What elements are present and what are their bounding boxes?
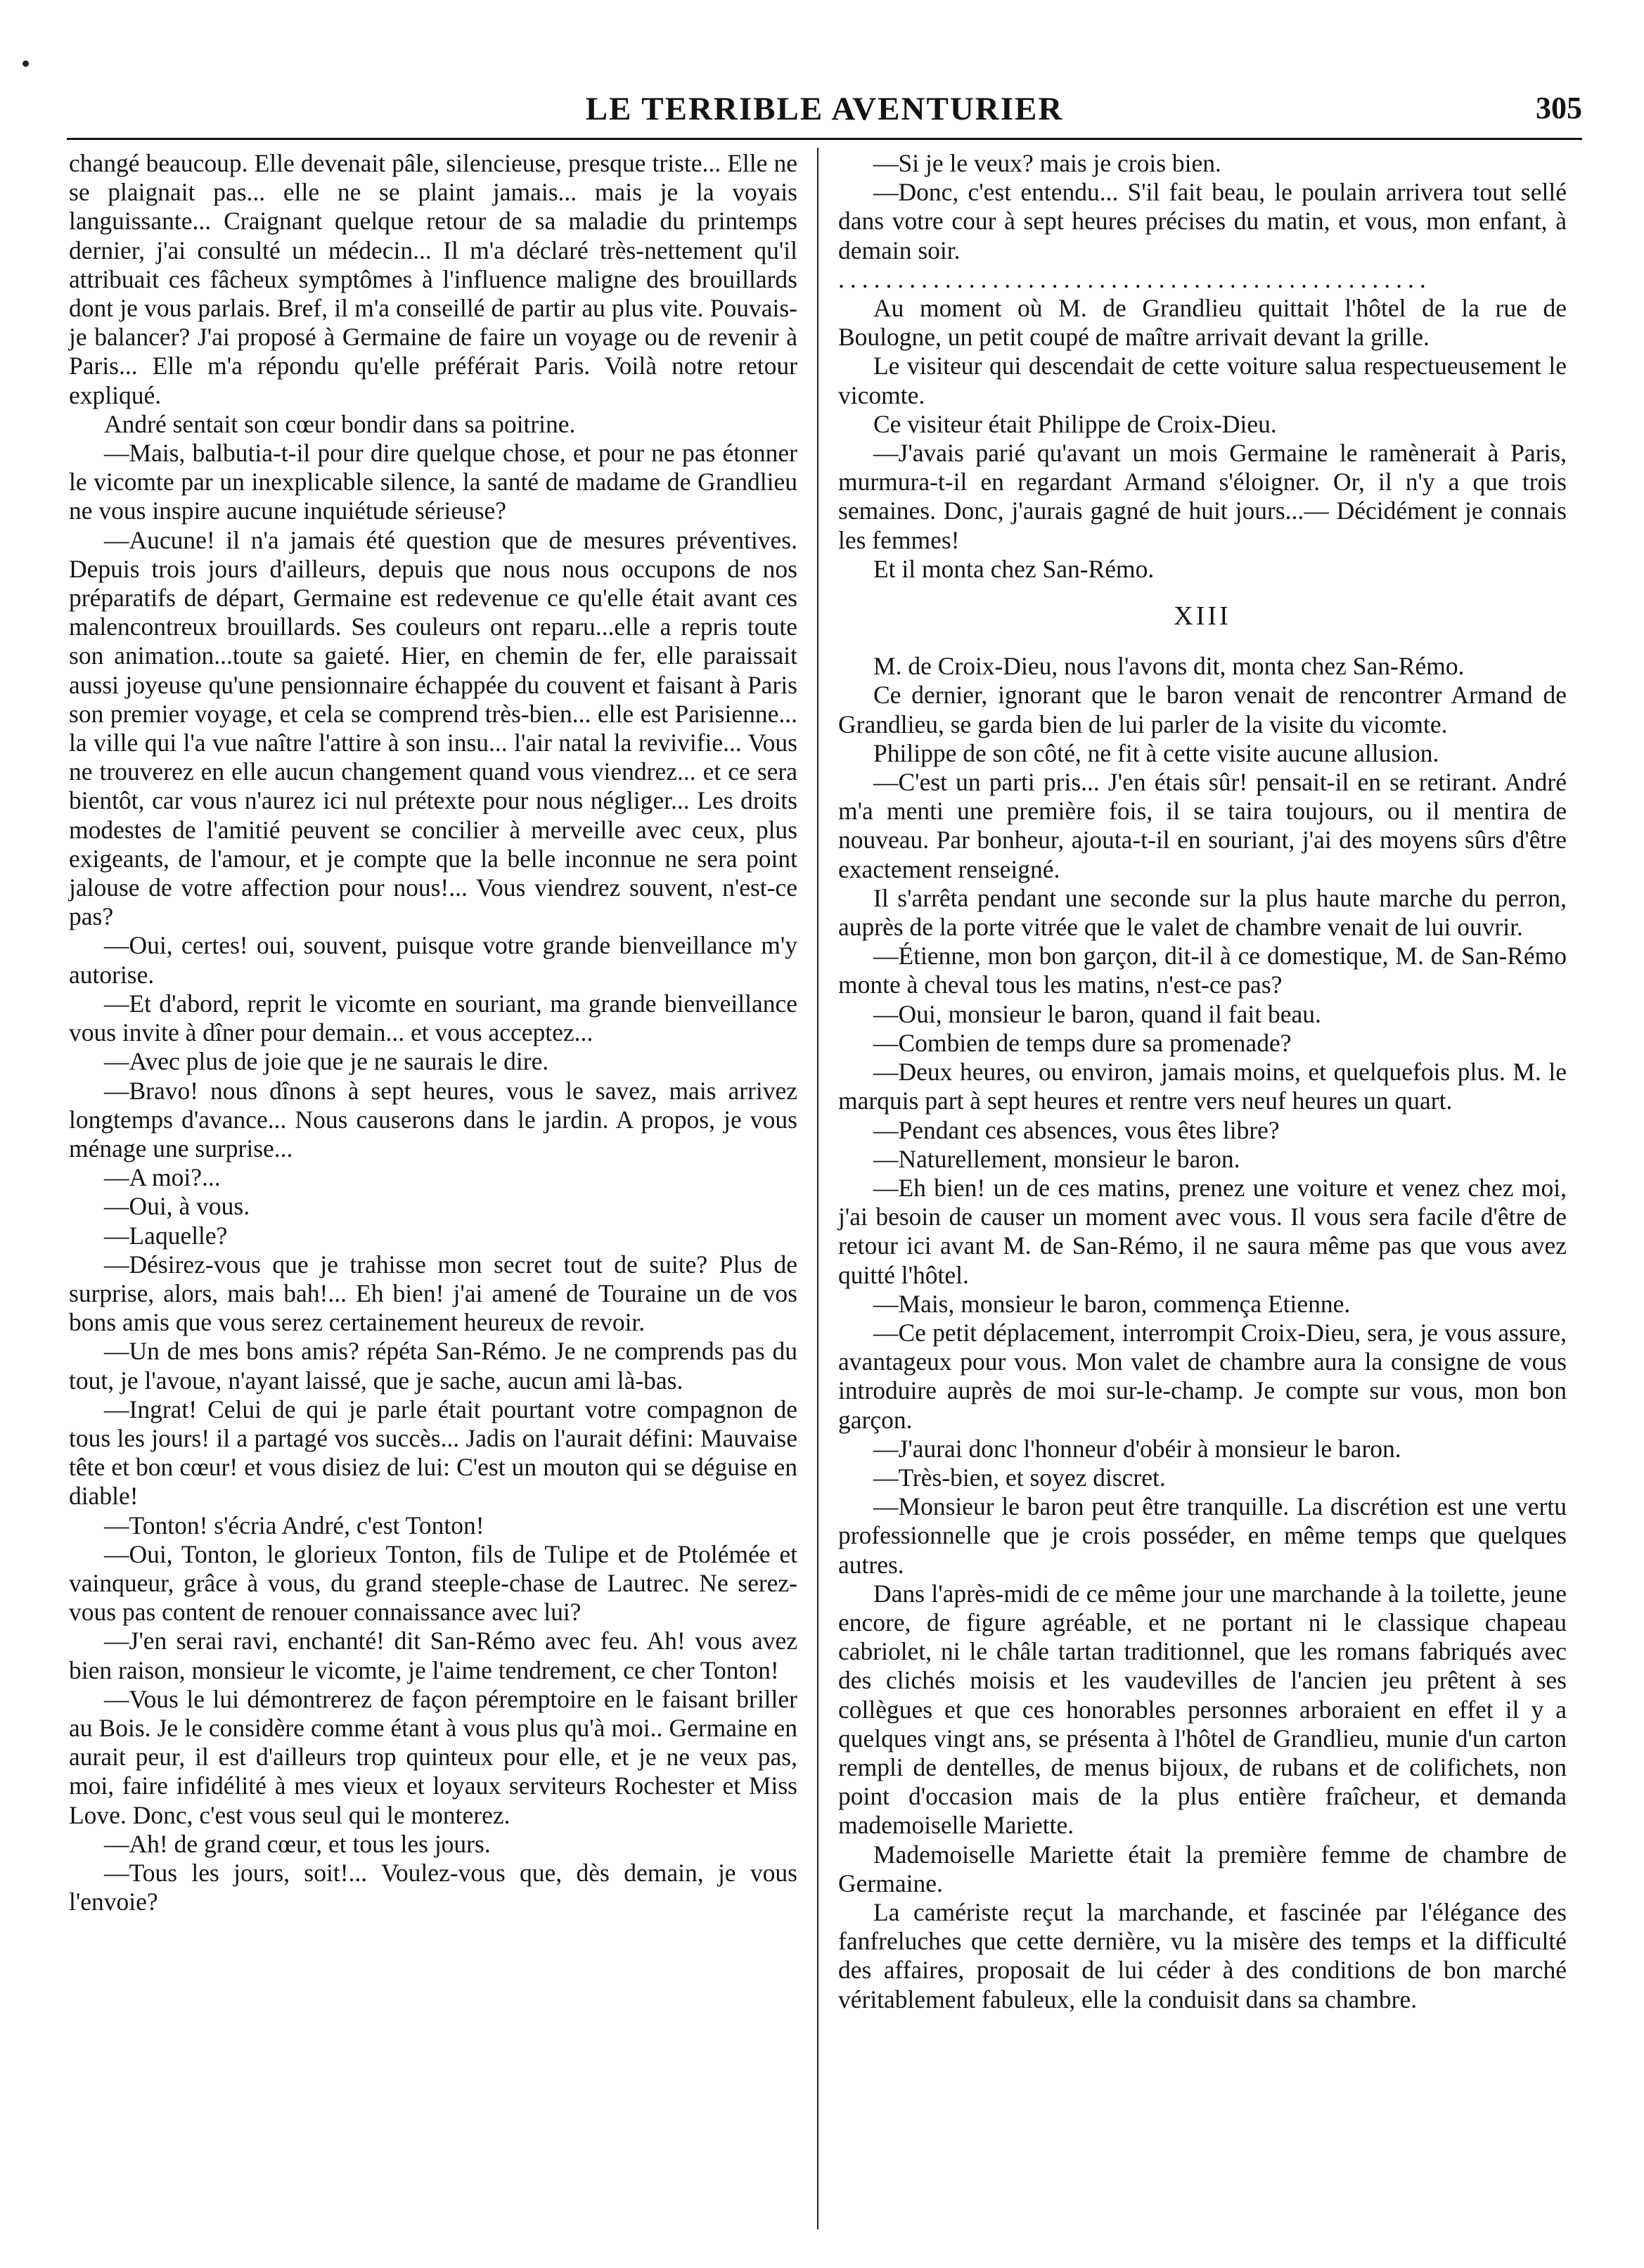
paragraph: —Monsieur le baron peut être tranquille. La discrétion est une vertu professionnelle que je crois posséder, en même temps que quelques autres. (838, 1492, 1567, 1579)
paragraph: Ce dernier, ignorant que le baron venait de rencontrer Armand de Grandlieu, se garda bien de lui parler de la visite du vicomte. (838, 681, 1567, 738)
paragraph: —C'est un parti pris... J'en étais sûr! pensait-il en se retirant. André m'a menti une première fois, il se taira toujours, ou il mentira de nouveau. Par bonheur, ajouta-t-il en souriant, j'ai des moyens sûrs d'être exactement renseigné. (838, 768, 1567, 883)
paragraph: —Très-bien, et soyez discret. (873, 1463, 1166, 1492)
paragraph: —Un de mes bons amis? répéta San-Rémo. Je ne comprends pas du tout, je l'avoue, n'ayant laissé, que je sache, aucun ami là-bas. (69, 1337, 797, 1395)
paragraph: —J'avais parié qu'avant un mois Germaine le ramènerait à Paris, murmura-t-il en regardant Armand s'éloigner. Or, il n'y a que trois semaines. Donc, j'aurais gagné de huit jours...— Décidément je connais les femmes! (838, 439, 1567, 554)
page-header (67, 90, 1582, 132)
paragraph: —Ingrat! Celui de qui je parle était pourtant votre compagnon de tous les jours! il a partagé vos succès... Jadis on l'aurait défini: Mauvaise tête et bon cœur! et vous disiez de lui: C'est un mouton qui se déguise en diable! (69, 1395, 797, 1511)
right-column (838, 149, 1567, 2014)
paragraph: —Et d'abord, reprit le vicomte en souriant, ma grande bienveillance vous invite à dîner pour demain... et vous acceptez... (69, 989, 797, 1047)
paragraph: André sentait son cœur bondir dans sa poitrine. (104, 409, 576, 438)
paragraph: —J'aurai donc l'honneur d'obéir à monsieur le baron. (873, 1434, 1401, 1463)
paragraph: Ce visiteur était Philippe de Croix-Dieu. (873, 409, 1277, 438)
paragraph: —Oui, certes! oui, souvent, puisque votre grande bienveillance m'y autorise. (69, 931, 797, 989)
paragraph: —Ce petit déplacement, interrompit Croix-Dieu, sera, je vous assure, avantageux pour vous. Mon valet de chambre aura la consigne de vous introduire auprès de moi sur-le-champ. Je compte sur vous, mon bon garçon. (838, 1318, 1567, 1434)
paragraph: —Vous le lui démontrerez de façon péremptoire en le faisant briller au Bois. Je le considère comme étant à vous plus qu'à moi.. Germaine en aurait peur, il est d'ailleurs trop quinteux pour elle, et je ne veux pas, moi, faire infidélité à mes vieux et loyaux serviteurs Rochester et Miss Love. Donc, c'est vous seul qui le monterez. (69, 1684, 797, 1829)
paragraph: —Tous les jours, soit!... Voulez-vous que, dès demain, je vous l'envoie? (69, 1858, 797, 1916)
paragraph: —Bravo! nous dînons à sept heures, vous le savez, mais arrivez longtemps d'avance... Nous causerons dans le jardin. A propos, je vous ménage une surprise... (69, 1076, 797, 1162)
paragraph: —Avec plus de joie que je ne saurais le dire. (104, 1047, 549, 1076)
column-divider (817, 148, 818, 2229)
paragraph: Dans l'après-midi de ce même jour une marchande à la toilette, jeune encore, de figure agréable, et ne portant ni le classique chapeau cabriolet, ni le châle tartan traditionnel, que les romans fabriqués avec des clichés moisis et les vaudevilles de l'ancien jeu prêtent à ses collègues et que ces honorables personnes arboraient en effet il y a quelques vingt ans, se présenta à l'hôtel de Grandlieu, munie d'un carton rempli de dentelles, de menus bijoux, de rubans et de colifichets, non point d'occasion mais de la plus entière fraîcheur, et demanda mademoiselle Mariette. (838, 1579, 1567, 1840)
paragraph: —Oui, Tonton, le glorieux Tonton, fils de Tulipe et de Ptolémée et vainqueur, grâce à vous, du grand steeple-chase de Lautrec. Ne serez-vous pas content de renouer connaissance avec lui? (69, 1539, 797, 1627)
page-number: 305 (1536, 91, 1582, 125)
paragraph: —Aucune! il n'a jamais été question que de mesures préventives. Depuis trois jours d'ailleurs, depuis que nous nous occupons de nos préparatifs de départ, Germaine est redevenue ce qu'elle était avant ces malencontreux brouillards. Ses couleurs ont reparu...elle a repris toute son animation...toute sa gaieté. Hier, en chemin de fer, elle paraissait aussi joyeuse qu'une pensionnaire échappée du couvent et faisant à Paris son premier voyage, et cela se comprend très-bien... elle est Parisienne... la ville qui l'a vue naître l'attire à son insu... l'air natal la revivifie... Vous ne trouverez en elle aucun changement quand vous viendrez... et ce sera bientôt, car vous n'aurez ici nul prétexte pour nous négliger... Les droits modestes de l'amitié peuvent se concilier à merveille avec ceux, plus exigeants, de l'amour, et je compte que la belle inconnue ne sera point jalouse de votre affection pour nous!... Vous viendrez souvent, n'est-ce pas? (69, 525, 797, 931)
paragraph: —Mais, monsieur le baron, commença Etienne. (873, 1289, 1351, 1318)
paragraph: —Oui, à vous. (104, 1192, 250, 1221)
speck-mark (23, 60, 29, 67)
paragraph: —Si je le veux? mais je crois bien. (873, 149, 1221, 177)
paragraph: —Oui, monsieur le baron, quand il fait beau. (873, 999, 1321, 1028)
paragraph: —Donc, c'est entendu... S'il fait beau, le poulain arrivera tout sellé dans votre cour à sept heures précises du matin, et vous, mon enfant, à demain soir. (838, 178, 1567, 264)
paragraph: —Deux heures, ou environ, jamais moins, et quelquefois plus. M. le marquis part à sept heures et rentre vers neuf heures un quart. (838, 1058, 1567, 1115)
running-title: LE TERRIBLE AVENTURIER (585, 91, 1064, 127)
paragraph: Et il monta chez San-Rémo. (873, 554, 1155, 583)
paragraph: —Combien de temps dure sa promenade? (873, 1028, 1292, 1057)
paragraph: —Eh bien! un de ces matins, prenez une voiture et venez chez moi, j'ai besoin de causer un moment avec vous. Il vous sera facile d'être de retour ici avant M. de San-Rémo, il ne saura même pas que vous avez quitté l'hôtel. (838, 1173, 1567, 1289)
paragraph: La camériste reçut la marchande, et fascinée par l'élégance des fanfreluches que cette dernière, vu la misère des temps et la difficulté des affaires, proposait de lui céder à des conditions de bon marché véritablement fabuleux, elle la conduisit dans sa chambre. (838, 1897, 1567, 2013)
chapter-heading: XIII (1174, 601, 1231, 632)
paragraph: —Pendant ces absences, vous êtes libre? (873, 1115, 1280, 1144)
paragraph: Il s'arrêta pendant une seconde sur la plus haute marche du perron, auprès de la porte vitrée que le valet de chambre venait de lui ouvrir. (838, 883, 1567, 942)
paragraph: —J'en serai ravi, enchanté! dit San-Rémo avec feu. Ah! vous avez bien raison, monsieur le vicomte, je l'aime tendrement, ce cher Tonton! (69, 1627, 797, 1684)
paragraph: —Étienne, mon bon garçon, dit-il à ce domestique, M. de San-Rémo monte à cheval tous les matins, n'est-ce pas? (838, 942, 1567, 999)
left-column (69, 149, 797, 1916)
paragraph: Philippe de son côté, ne fit à cette visite aucune allusion. (873, 738, 1439, 767)
paragraph: —Naturellement, monsieur le baron. (873, 1144, 1240, 1173)
dotted-separator: .................................................. (838, 264, 1432, 293)
paragraph: —A moi?... (104, 1163, 221, 1192)
paragraph: changé beaucoup. Elle devenait pâle, silencieuse, presque triste... Elle ne se plaignait pas... elle ne se plaint jamais... mais je la voyais languissante... Craignant quelque retour de sa maladie du printemps dernier, j'ai consulté un médecin... Il m'a déclaré très-nettement qu'il attribuait ces fâcheux symptômes à l'influence maligne des brouillards dont je vous parlais. Bref, il m'a conseillé de partir au plus vite. Pouvais-je balancer? J'ai proposé à Germaine de faire un voyage ou de revenir à Paris... Elle m'a répondu qu'elle préférait Paris. Voilà notre retour expliqué. (69, 149, 797, 409)
paragraph: —Laquelle? (104, 1221, 228, 1250)
paragraph: Au moment où M. de Grandlieu quittait l'hôtel de la rue de Boulogne, un petit coupé de maître arrivait devant la grille. (838, 294, 1567, 352)
paragraph: Le visiteur qui descendait de cette voiture salua respectueusement le vicomte. (838, 352, 1567, 409)
paragraph: —Tonton! s'écria André, c'est Tonton! (104, 1511, 484, 1539)
header-rule (67, 138, 1582, 140)
paragraph: M. de Croix-Dieu, nous l'avons dit, monta chez San-Rémo. (873, 652, 1465, 681)
paragraph: —Ah! de grand cœur, et tous les jours. (104, 1829, 491, 1858)
paragraph: —Désirez-vous que je trahisse mon secret tout de suite? Plus de surprise, alors, mais bah!... Eh bien! j'ai amené de Touraine un de vos bons amis que vous serez certainement heureux de revoir. (69, 1250, 797, 1337)
paragraph: Mademoiselle Mariette était la première femme de chambre de Germaine. (838, 1840, 1567, 1897)
paragraph: —Mais, balbutia-t-il pour dire quelque chose, et pour ne pas étonner le vicomte par un inexplicable silence, la santé de madame de Grandlieu ne vous inspire aucune inquiétude sérieuse? (69, 439, 797, 525)
